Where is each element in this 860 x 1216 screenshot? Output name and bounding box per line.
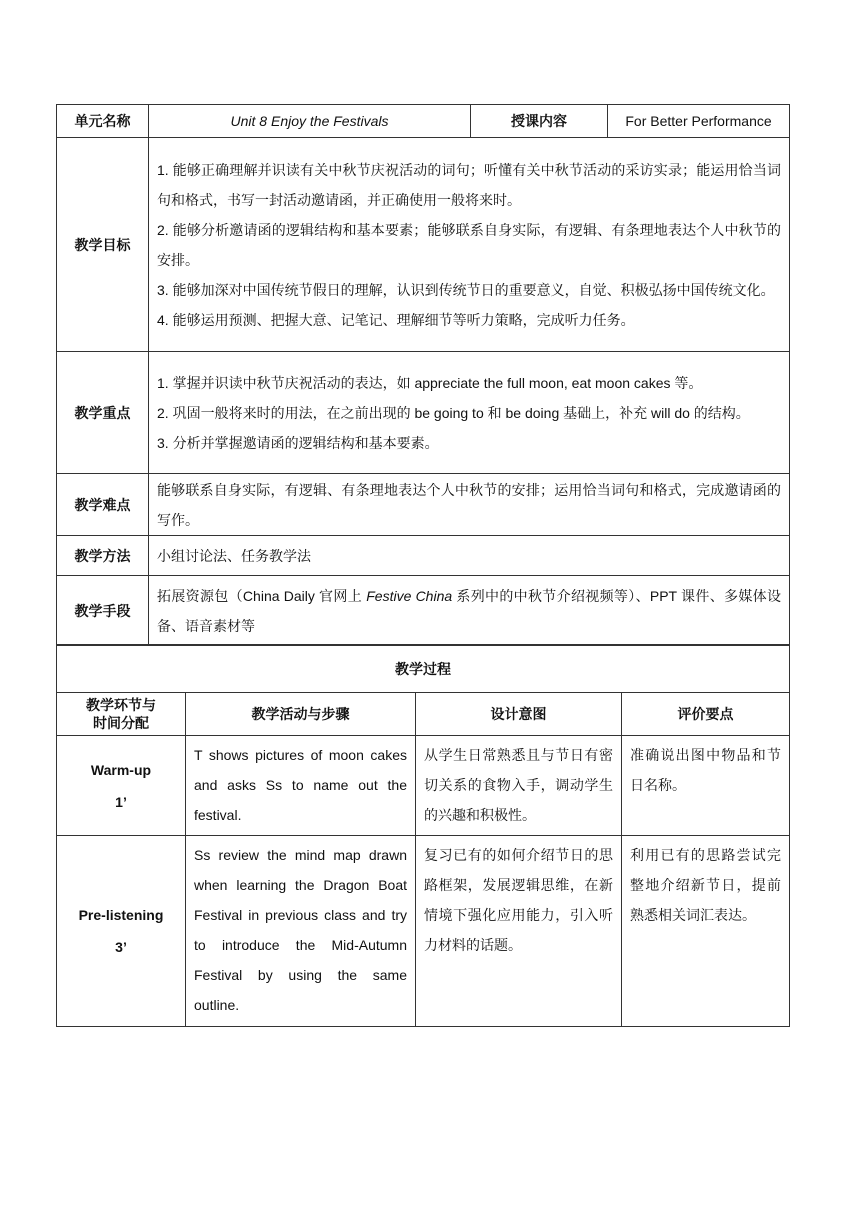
key-point-item: 1. 掌握并识读中秋节庆祝活动的表达，如 appreciate the full moon, eat moon cakes 等。: [157, 374, 703, 391]
stage-time: 1’: [115, 793, 127, 810]
objective-item: 1. 能够正确理解并识读有关中秋节庆祝活动的词句；听懂有关中秋节活动的采访实录；能运用恰当词句和格式，书写一封活动邀请函，并正确使用一般将来时。: [157, 161, 781, 208]
means-text: [149, 576, 790, 646]
intent-header: 设计意图: [416, 693, 622, 736]
stage-cell: [57, 836, 186, 1027]
means-italic-title: Festive China: [366, 587, 453, 604]
stage-time: 3’: [115, 939, 127, 955]
means-suffix: 系列中的中秋节介绍视频等）、PPT 课件、多媒体设备、语音素材等: [157, 587, 781, 634]
objective-item: 4. 能够运用预测、把握大意、记笔记、理解细节等听力策略，完成听力任务。: [157, 311, 635, 328]
key-point-item: 3. 分析并掌握邀请函的逻辑结构和基本要素。: [157, 434, 439, 451]
unit-name-label: 单元名称: [57, 105, 149, 138]
lesson-info-table: [56, 104, 790, 646]
unit-name-value: Unit 8 Enjoy the Festivals: [149, 105, 471, 138]
evaluation-cell: 准确说出图中物品和节日名称。: [622, 736, 790, 836]
objectives-label: 教学目标: [57, 138, 149, 352]
methods-text: 小组讨论法、任务教学法: [149, 536, 790, 576]
stage-name: Pre-listening: [78, 907, 164, 923]
lesson-content-value: For Better Performance: [608, 105, 790, 138]
evaluation-header: 评价要点: [622, 693, 790, 736]
evaluation-cell: 利用已有的思路尝试完整地介绍新节日，提前熟悉相关词汇表达。: [622, 836, 790, 1027]
difficulties-text: 能够联系自身实际，有逻辑、有条理地表达个人中秋节的安排；运用恰当词句和格式，完成邀请函的写作。: [149, 474, 790, 536]
intent-cell: 复习已有的如何介绍节日的思路框架，发展逻辑思维，在新情境下强化应用能力，引入听力材料的话题。: [416, 836, 622, 1027]
objectives-list: [149, 138, 790, 352]
means-prefix: 拓展资源包（China Daily 官网上: [157, 587, 367, 604]
lesson-content-label: 授课内容: [471, 105, 608, 138]
intent-cell: 从学生日常熟悉且与节日有密切关系的食物入手，调动学生的兴趣和积极性。: [416, 736, 622, 836]
stage-name: Warm-up: [90, 761, 152, 778]
objective-item: 3. 能够加深对中国传统节假日的理解，认识到传统节日的重要意义，自觉、积极弘扬中国传统文化。: [157, 281, 775, 298]
process-title: 教学过程: [57, 645, 790, 693]
difficulties-label: 教学难点: [57, 474, 149, 536]
activities-header: 教学活动与步骤: [186, 693, 416, 736]
activity-cell: Ss review the mind map drawn when learning the Dragon Boat Festival in previous class and try to introduce the Mid-Autumn Festival by using the same outline.: [186, 836, 416, 1027]
stage-cell: [57, 736, 186, 836]
key-points-label: 教学重点: [57, 352, 149, 474]
key-points-list: [149, 352, 790, 474]
stage-time-header: [57, 693, 186, 736]
stage-time-header-line1: 教学环节与: [86, 697, 156, 713]
teaching-process-table: [56, 644, 790, 1027]
objective-item: 2. 能够分析邀请函的逻辑结构和基本要素；能够联系自身实际，有逻辑、有条理地表达个人中秋节的安排。: [157, 221, 781, 268]
means-label: 教学手段: [57, 576, 149, 646]
methods-label: 教学方法: [57, 536, 149, 576]
activity-cell: T shows pictures of moon cakes and asks Ss to name out the festival.: [186, 736, 416, 836]
key-point-item: 2. 巩固一般将来时的用法，在之前出现的 be going to 和 be doing 基础上，补充 will do 的结构。: [157, 404, 750, 421]
stage-time-header-line2: 时间分配: [93, 715, 149, 731]
